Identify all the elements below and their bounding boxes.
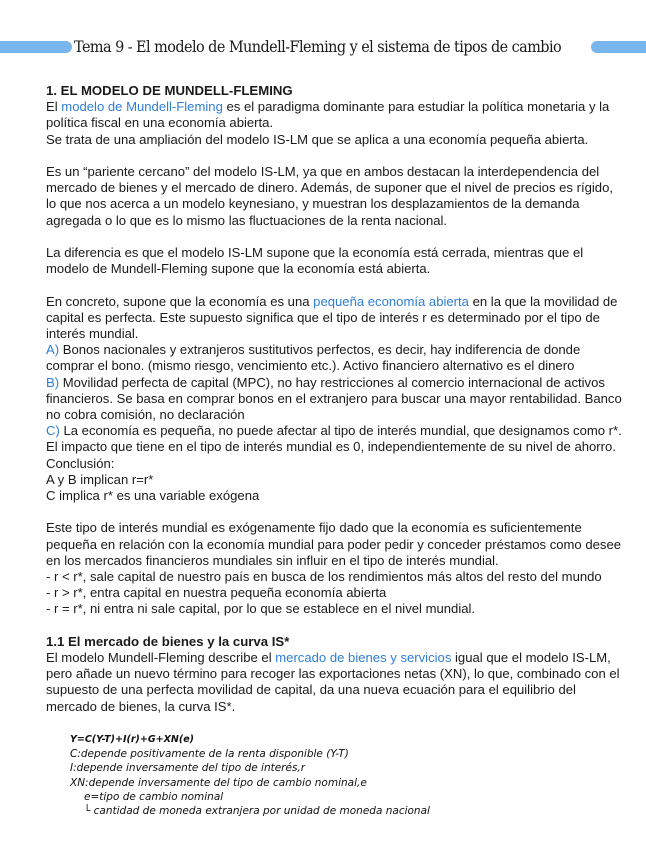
bullet-r-greater: - r > r*, entra capital en nuestra pequeña economía abierta (46, 585, 387, 601)
conclusion-title: Conclusión: (46, 455, 115, 471)
text-span: en la que la movilidad de capital es perfecta. Este supuesto significa que el tipo de interés r es determinado por el tipo de interés mundial. (46, 293, 618, 341)
handwritten-notes (70, 733, 590, 818)
handwritten-line-c: C:depende positivamente de la renta disponible (Y-T) (70, 748, 349, 761)
paragraph-pariente: Es un “pariente cercano” del modelo IS-LM, ya que en ambos destacan la interdependencia del mercado de bienes y el mercado de dinero. Además, de suponer que el nivel de precios es rígido, lo que nos acerca a un modelo keynesiano, y muestran los desplazamientos de la demanda agregada o lo que es lo mismo las fluctuaciones de la renta nacional. (46, 164, 614, 228)
handwritten-line-xn: XN:depende inversamente del tipo de cambio nominal,e (70, 776, 367, 789)
assumption-a-label: A) (46, 342, 60, 358)
bullet-r-equal: - r = r*, ni entra ni sale capital, por lo que se establece en el nivel mundial. (46, 601, 476, 617)
section-heading-1: 1. EL MODELO DE MUNDELL-FLEMING (46, 83, 293, 98)
conclusion-line-2: C implica r* es una variable exógena (46, 488, 260, 504)
assumption-b (46, 375, 624, 424)
bullet-r-less: - r < r*, sale capital de nuestro país en busca de los rendimientos más altos del resto del mundo (46, 569, 602, 585)
text-span: igual que el modelo IS-LM, pero añade un nuevo término para recoger las exportaciones netas (XN), lo que, combinado con el supuesto de una perfecta movilidad de capital, da una nueva ecuación para el equilibrio del mercado de bienes, la curva IS*. (46, 650, 620, 714)
text-span: El (46, 99, 62, 115)
header-bar-left (0, 41, 72, 53)
handwritten-line-units: └ cantidad de moneda extranjera por unidad de moneda nacional (84, 805, 430, 818)
handwritten-line-i: I:depende inversamente del tipo de interés,r (70, 762, 306, 775)
highlight-term-mundell-fleming: modelo de Mundell-Fleming (61, 99, 223, 115)
page-header (0, 36, 646, 58)
text-span: El modelo Mundell-Fleming describe el (46, 650, 276, 666)
text-span: En concreto, supone que la economía es una (46, 293, 314, 309)
assumption-c (46, 423, 624, 455)
document-body (46, 83, 624, 715)
assumption-b-text: Movilidad perfecta de capital (MPC), no hay restricciones al comercio internacional de activos financieros. Se basa en comprar bonos en el extranjero para buscar una mayor rentabilidad. Banco no cobra comisión, no declaración (46, 374, 622, 423)
paragraph-concreto (46, 294, 624, 343)
handwritten-line-e: e=tipo de cambio nominal (84, 790, 224, 803)
page-title: Tema 9 - El modelo de Mundell-Fleming y el sistema de tipos de cambio (74, 38, 562, 56)
handwritten-equation: Y=C(Y-T)+I(r)+G+XN(e) (70, 734, 194, 745)
text-span: es el paradigma dominante para estudiar la política monetaria y la política fiscal en una economía abierta. (46, 99, 610, 131)
highlight-term-pequena-economia: pequeña economía abierta (313, 293, 469, 309)
conclusion-line-1: A y B implican r=r* (46, 471, 154, 487)
header-bar-right (591, 41, 646, 53)
paragraph-intro (46, 99, 624, 131)
paragraph-mercado-bienes (46, 650, 624, 715)
assumption-a-text: Bonos nacionales y extranjeros sustitutivos perfectos, es decir, hay indiferencia de donde comprar el bono. (mismo riesgo, vencimiento etc.). Activo financiero alternativo es el dinero (46, 342, 581, 374)
assumption-c-text: La economía es pequeña, no puede afectar al tipo de interés mundial, que designamos como r*. El impacto que tiene en el tipo de interés mundial es 0, independientemente de su nivel de ahorro. (46, 423, 622, 455)
paragraph-extension: Se trata de una ampliación del modelo IS-LM que se aplica a una economía pequeña abierta. (46, 131, 589, 147)
highlight-term-mercado-bienes: mercado de bienes y servicios (275, 650, 452, 666)
paragraph-diferencia: La diferencia es que el modelo IS-LM supone que la economía está cerrada, mientras que el modelo de Mundell-Fleming supone que la economía está abierta. (46, 245, 584, 277)
assumption-c-label: C) (46, 423, 60, 439)
paragraph-exogeno: Este tipo de interés mundial es exógenamente fijo dado que la economía es suficientemente pequeña en relación con la economía mundial para poder pedir y conceder préstamos como desee en los mercados financieros mundiales sin influir en el tipo de interés mundial. (46, 520, 622, 568)
assumption-b-label: B) (46, 374, 60, 390)
section-heading-1-1: 1.1 El mercado de bienes y la curva IS* (46, 633, 290, 649)
assumption-a (46, 342, 624, 374)
